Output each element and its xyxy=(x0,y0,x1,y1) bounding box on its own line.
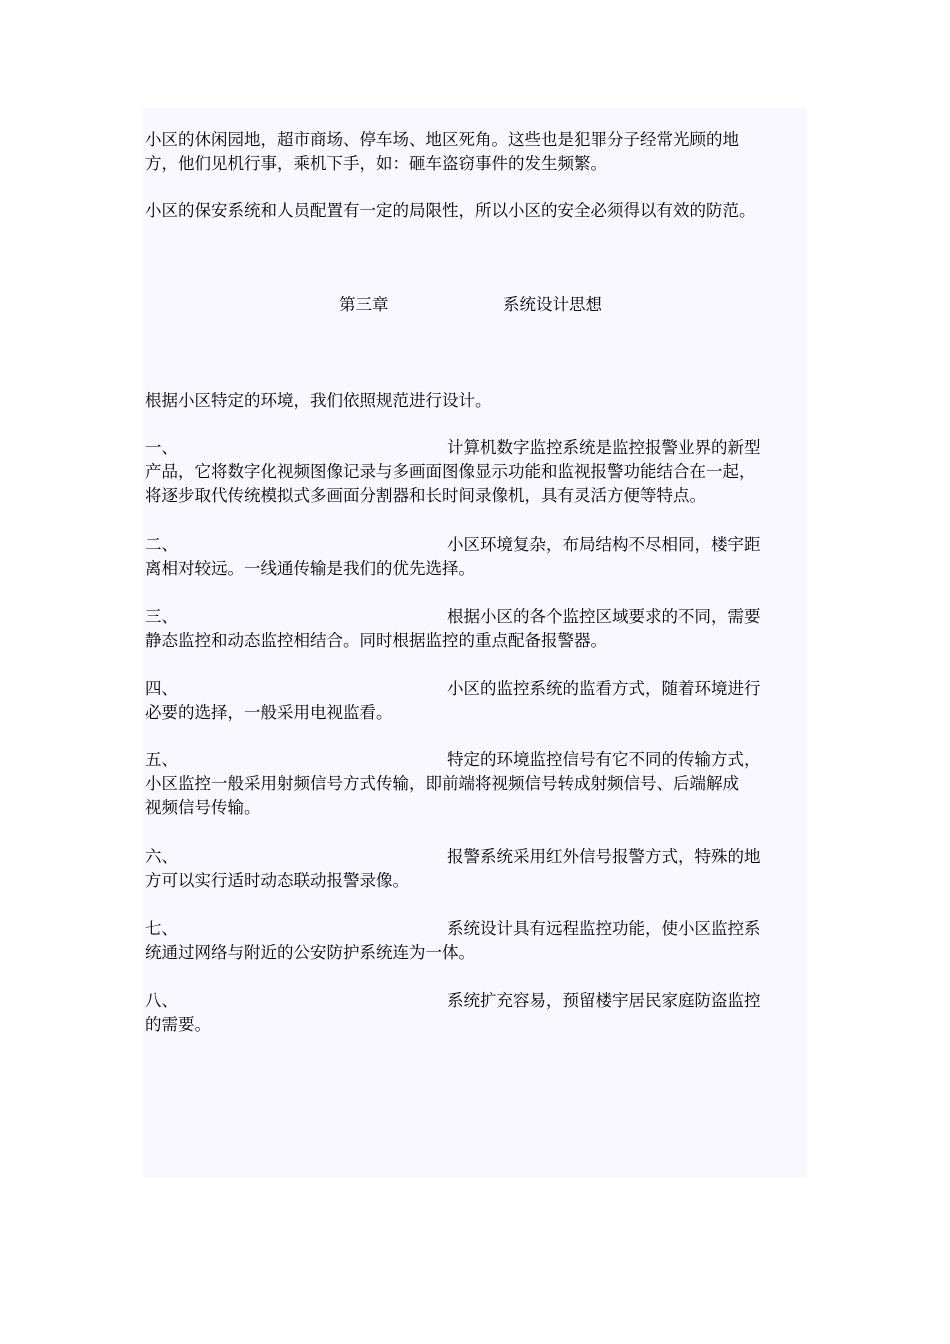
list-marker: 七、 xyxy=(145,919,178,938)
list-item-line: 将逐步取代传统模拟式多画面分割器和长时间录像机，具有灵活方便等特点。 xyxy=(145,486,706,505)
list-item-line: 必要的选择，一般采用电视监看。 xyxy=(145,703,393,722)
list-marker: 四、 xyxy=(145,679,178,698)
list-item-line: 静态监控和动态监控相结合。同时根据监控的重点配备报警器。 xyxy=(145,631,607,650)
list-marker: 一、 xyxy=(145,438,178,457)
list-marker: 三、 xyxy=(145,607,178,626)
list-item-first-line: 系统设计具有远程监控功能，使小区监控系 xyxy=(447,919,761,938)
list-item-line: 小区监控一般采用射频信号方式传输，即前端将视频信号转成射频信号、后端解成 xyxy=(145,774,739,793)
lead-paragraph: 根据小区特定的环境，我们依照规范进行设计。 xyxy=(145,391,492,410)
list-marker: 五、 xyxy=(145,750,178,769)
list-item-first-line: 系统扩充容易，预留楼宇居民家庭防盗监控 xyxy=(447,991,761,1010)
list-item-first-line: 特定的环境监控信号有它不同的传输方式， xyxy=(447,750,761,769)
list-item-first-line: 小区的监控系统的监看方式，随着环境进行 xyxy=(447,679,761,698)
list-item-line: 产品，它将数字化视频图像记录与多画面图像显示功能和监视报警功能结合在一起， xyxy=(145,462,756,481)
list-item-line: 离相对较远。一线通传输是我们的优先选择。 xyxy=(145,559,475,578)
list-marker: 六、 xyxy=(145,847,178,866)
intro-paragraph-1-line-1: 小区的休闲园地，超市商场、停车场、地区死角。这些也是犯罪分子经常光顾的地 xyxy=(145,130,739,149)
intro-paragraph-1 xyxy=(145,128,815,176)
chapter-title: 系统设计思想 xyxy=(503,295,602,314)
list-item-first-line: 计算机数字监控系统是监控报警业界的新型 xyxy=(447,438,761,457)
list-item-line: 视频信号传输。 xyxy=(145,798,261,817)
list-marker: 二、 xyxy=(145,535,178,554)
list-item-line: 统通过网络与附近的公安防护系统连为一体。 xyxy=(145,943,475,962)
list-marker: 八、 xyxy=(145,991,178,1010)
list-item-first-line: 小区环境复杂，布局结构不尽相同，楼宇距 xyxy=(447,535,761,554)
intro-paragraph-1-line-2: 方，他们见机行事，乘机下手，如：砸车盗窃事件的发生频繁。 xyxy=(145,154,607,173)
chapter-number: 第三章 xyxy=(339,295,389,314)
intro-paragraph-2: 小区的保安系统和人员配置有一定的局限性，所以小区的安全必须得以有效的防范。 xyxy=(145,201,756,220)
list-item-first-line: 根据小区的各个监控区域要求的不同，需要 xyxy=(447,607,761,626)
list-item-first-line: 报警系统采用红外信号报警方式，特殊的地 xyxy=(447,847,761,866)
list-item-line: 的需要。 xyxy=(145,1015,211,1034)
list-item-line: 方可以实行适时动态联动报警录像。 xyxy=(145,871,409,890)
